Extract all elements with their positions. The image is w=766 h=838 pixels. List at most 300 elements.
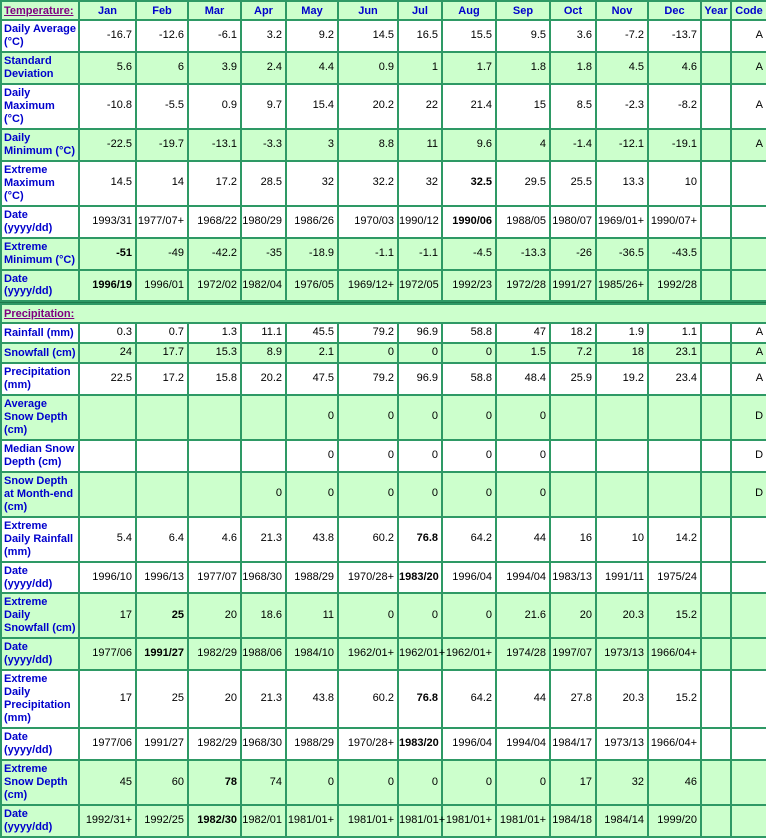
- precipitation-table: [0, 303, 766, 838]
- data-cell: 1991/27: [550, 270, 596, 302]
- table-row: [1, 395, 766, 440]
- data-cell: 22: [398, 84, 442, 129]
- code-cell: [731, 161, 766, 206]
- data-cell: 1.3: [188, 323, 241, 343]
- table-row: [1, 760, 766, 805]
- data-cell: 1977/06: [79, 638, 136, 670]
- data-cell: 11.1: [241, 323, 286, 343]
- data-cell: 0: [398, 343, 442, 363]
- data-cell: -12.1: [596, 129, 648, 161]
- data-cell: 17.2: [136, 363, 188, 395]
- data-cell: 48.4: [496, 363, 550, 395]
- data-cell: 1982/04: [241, 270, 286, 302]
- data-cell: 64.2: [442, 670, 496, 728]
- data-cell: 1993/31: [79, 206, 136, 238]
- code-cell: D: [731, 395, 766, 440]
- data-cell: 10: [596, 517, 648, 562]
- data-cell: 0.7: [136, 323, 188, 343]
- data-cell: [241, 440, 286, 472]
- year-cell: [701, 395, 731, 440]
- data-cell: 21.4: [442, 84, 496, 129]
- data-cell: 16.5: [398, 20, 442, 52]
- row-label: Daily Minimum (°C): [1, 129, 79, 161]
- data-cell: 1.1: [648, 323, 701, 343]
- data-cell: -8.2: [648, 84, 701, 129]
- data-cell: 1996/19: [79, 270, 136, 302]
- code-cell: A: [731, 84, 766, 129]
- data-cell: 1977/07+: [136, 206, 188, 238]
- data-cell: [550, 395, 596, 440]
- code-cell: A: [731, 363, 766, 395]
- data-cell: 0: [338, 440, 398, 472]
- row-label: Extreme Daily Rainfall (mm): [1, 517, 79, 562]
- data-cell: 45: [79, 760, 136, 805]
- data-cell: 1994/04: [496, 728, 550, 760]
- data-cell: 1977/07: [188, 562, 241, 594]
- data-cell: 5.6: [79, 52, 136, 84]
- data-cell: -18.9: [286, 238, 338, 270]
- data-cell: 1980/29: [241, 206, 286, 238]
- data-cell: -19.1: [648, 129, 701, 161]
- row-label: Extreme Maximum (°C): [1, 161, 79, 206]
- row-label: Rainfall (mm): [1, 323, 79, 343]
- data-cell: 25.9: [550, 363, 596, 395]
- data-cell: 14.5: [338, 20, 398, 52]
- row-label: Date (yyyy/dd): [1, 728, 79, 760]
- year-cell: [701, 238, 731, 270]
- table-row: [1, 805, 766, 837]
- data-cell: -35: [241, 238, 286, 270]
- code-cell: [731, 593, 766, 638]
- year-cell: [701, 728, 731, 760]
- table-row: [1, 593, 766, 638]
- data-cell: 20: [550, 593, 596, 638]
- table-row: [1, 84, 766, 129]
- row-label: Precipitation (mm): [1, 363, 79, 395]
- year-cell: [701, 440, 731, 472]
- data-cell: 1982/01: [241, 805, 286, 837]
- data-cell: 8.5: [550, 84, 596, 129]
- code-cell: D: [731, 440, 766, 472]
- data-cell: 1970/28+: [338, 562, 398, 594]
- data-cell: 6: [136, 52, 188, 84]
- data-cell: 4.6: [188, 517, 241, 562]
- data-cell: 18: [596, 343, 648, 363]
- data-cell: 6.4: [136, 517, 188, 562]
- data-cell: 1984/17: [550, 728, 596, 760]
- data-cell: 4.5: [596, 52, 648, 84]
- data-cell: 1988/29: [286, 728, 338, 760]
- code-cell: [731, 670, 766, 728]
- row-label: Extreme Minimum (°C): [1, 238, 79, 270]
- data-cell: [648, 395, 701, 440]
- table-row: [1, 270, 766, 302]
- data-cell: 3.9: [188, 52, 241, 84]
- data-cell: 15.5: [442, 20, 496, 52]
- data-cell: 25: [136, 593, 188, 638]
- data-cell: 1994/04: [496, 562, 550, 594]
- year-cell: [701, 593, 731, 638]
- data-cell: -4.5: [442, 238, 496, 270]
- code-cell: [731, 270, 766, 302]
- data-cell: 17.7: [136, 343, 188, 363]
- data-cell: 60.2: [338, 670, 398, 728]
- data-cell: 20.2: [338, 84, 398, 129]
- data-cell: 17: [550, 760, 596, 805]
- row-label: Daily Average (°C): [1, 20, 79, 52]
- data-cell: 11: [398, 129, 442, 161]
- data-cell: 0: [496, 395, 550, 440]
- data-cell: 17.2: [188, 161, 241, 206]
- year-cell: [701, 206, 731, 238]
- data-cell: 9.7: [241, 84, 286, 129]
- data-cell: 1980/07: [550, 206, 596, 238]
- year-cell: [701, 363, 731, 395]
- code-cell: [731, 638, 766, 670]
- data-cell: 0: [338, 760, 398, 805]
- year-cell: [701, 52, 731, 84]
- code-cell: A: [731, 52, 766, 84]
- row-label: Extreme Daily Precipitation (mm): [1, 670, 79, 728]
- data-cell: 1968/22: [188, 206, 241, 238]
- data-cell: -5.5: [136, 84, 188, 129]
- data-cell: 32: [398, 161, 442, 206]
- data-cell: [79, 395, 136, 440]
- code-cell: [731, 517, 766, 562]
- table-row: [1, 52, 766, 84]
- column-header-apr: Apr: [241, 1, 286, 20]
- row-label: Median Snow Depth (cm): [1, 440, 79, 472]
- data-cell: 1: [398, 52, 442, 84]
- data-cell: -10.8: [79, 84, 136, 129]
- data-cell: 28.5: [241, 161, 286, 206]
- data-cell: -7.2: [596, 20, 648, 52]
- row-label: Date (yyyy/dd): [1, 562, 79, 594]
- data-cell: [79, 440, 136, 472]
- data-cell: 24: [79, 343, 136, 363]
- data-cell: 1969/01+: [596, 206, 648, 238]
- data-cell: 1966/04+: [648, 728, 701, 760]
- data-cell: [241, 395, 286, 440]
- data-cell: -16.7: [79, 20, 136, 52]
- data-cell: 1.8: [496, 52, 550, 84]
- year-cell: [701, 161, 731, 206]
- data-cell: 1975/24: [648, 562, 701, 594]
- row-label: Date (yyyy/dd): [1, 638, 79, 670]
- data-cell: 1977/06: [79, 728, 136, 760]
- data-cell: [648, 440, 701, 472]
- code-cell: [731, 728, 766, 760]
- data-cell: 14.2: [648, 517, 701, 562]
- data-cell: 20.3: [596, 593, 648, 638]
- precipitation-section-link[interactable]: Precipitation:: [1, 304, 766, 323]
- data-cell: 0: [286, 472, 338, 517]
- data-cell: 0: [442, 395, 496, 440]
- data-cell: 21.3: [241, 517, 286, 562]
- data-cell: 1990/07+: [648, 206, 701, 238]
- data-cell: 64.2: [442, 517, 496, 562]
- data-cell: 18.6: [241, 593, 286, 638]
- data-cell: 0.9: [338, 52, 398, 84]
- data-cell: 1982/30: [188, 805, 241, 837]
- row-label: Daily Maximum (°C): [1, 84, 79, 129]
- row-label: Extreme Daily Snowfall (cm): [1, 593, 79, 638]
- data-cell: 79.2: [338, 363, 398, 395]
- data-cell: 1991/27: [136, 638, 188, 670]
- data-cell: -26: [550, 238, 596, 270]
- data-cell: [596, 440, 648, 472]
- column-header-nov: Nov: [596, 1, 648, 20]
- code-cell: A: [731, 20, 766, 52]
- data-cell: 25: [136, 670, 188, 728]
- data-cell: 1986/26: [286, 206, 338, 238]
- data-cell: 1988/05: [496, 206, 550, 238]
- data-cell: -42.2: [188, 238, 241, 270]
- data-cell: 1992/23: [442, 270, 496, 302]
- table-row: [1, 323, 766, 343]
- year-cell: [701, 323, 731, 343]
- column-header-jan: Jan: [79, 1, 136, 20]
- data-cell: -49: [136, 238, 188, 270]
- data-cell: -1.4: [550, 129, 596, 161]
- data-cell: 20.3: [596, 670, 648, 728]
- data-cell: 1968/30: [241, 562, 286, 594]
- temperature-table: [0, 0, 766, 302]
- data-cell: 0: [241, 472, 286, 517]
- data-cell: 4: [496, 129, 550, 161]
- data-cell: 0.3: [79, 323, 136, 343]
- data-cell: 1976/05: [286, 270, 338, 302]
- column-header-dec: Dec: [648, 1, 701, 20]
- data-cell: 20: [188, 670, 241, 728]
- data-cell: 1968/30: [241, 728, 286, 760]
- data-cell: 14.5: [79, 161, 136, 206]
- table-row: [1, 206, 766, 238]
- data-cell: 10: [648, 161, 701, 206]
- temperature-section-link[interactable]: Temperature:: [1, 1, 79, 20]
- data-cell: 1992/25: [136, 805, 188, 837]
- data-cell: 1988/29: [286, 562, 338, 594]
- data-cell: 1991/11: [596, 562, 648, 594]
- data-cell: 2.4: [241, 52, 286, 84]
- year-cell: [701, 20, 731, 52]
- data-cell: 0: [496, 472, 550, 517]
- data-cell: 1984/14: [596, 805, 648, 837]
- data-cell: 29.5: [496, 161, 550, 206]
- data-cell: 1984/10: [286, 638, 338, 670]
- data-cell: -1.1: [398, 238, 442, 270]
- year-cell: [701, 638, 731, 670]
- data-cell: 1962/01+: [442, 638, 496, 670]
- data-cell: 1969/12+: [338, 270, 398, 302]
- data-cell: 43.8: [286, 517, 338, 562]
- data-cell: 1972/05: [398, 270, 442, 302]
- data-cell: -51: [79, 238, 136, 270]
- data-cell: 1.5: [496, 343, 550, 363]
- data-cell: 0: [286, 760, 338, 805]
- data-cell: 21.3: [241, 670, 286, 728]
- data-cell: 15.8: [188, 363, 241, 395]
- column-header-year: Year: [701, 1, 731, 20]
- table-row: [1, 472, 766, 517]
- data-cell: 2.1: [286, 343, 338, 363]
- table-row: [1, 238, 766, 270]
- data-cell: 1996/04: [442, 562, 496, 594]
- data-cell: 76.8: [398, 517, 442, 562]
- data-cell: 1981/01+: [286, 805, 338, 837]
- data-cell: 1.9: [596, 323, 648, 343]
- data-cell: 27.8: [550, 670, 596, 728]
- data-cell: 1982/29: [188, 728, 241, 760]
- data-cell: 3: [286, 129, 338, 161]
- precipitation-header-row: [1, 304, 766, 323]
- row-label: Snowfall (cm): [1, 343, 79, 363]
- table-row: [1, 728, 766, 760]
- column-header-code: Code: [731, 1, 766, 20]
- row-label: Date (yyyy/dd): [1, 805, 79, 837]
- data-cell: 23.1: [648, 343, 701, 363]
- data-cell: 44: [496, 670, 550, 728]
- data-cell: 0: [398, 440, 442, 472]
- data-cell: 3.6: [550, 20, 596, 52]
- data-cell: 1983/20: [398, 562, 442, 594]
- data-cell: 1972/28: [496, 270, 550, 302]
- data-cell: 1992/31+: [79, 805, 136, 837]
- data-cell: 44: [496, 517, 550, 562]
- column-header-sep: Sep: [496, 1, 550, 20]
- year-cell: [701, 517, 731, 562]
- table-row: [1, 343, 766, 363]
- data-cell: 0: [442, 472, 496, 517]
- data-cell: -13.3: [496, 238, 550, 270]
- code-cell: D: [731, 472, 766, 517]
- code-cell: [731, 805, 766, 837]
- year-cell: [701, 343, 731, 363]
- code-cell: A: [731, 343, 766, 363]
- data-cell: 0: [338, 593, 398, 638]
- data-cell: 13.3: [596, 161, 648, 206]
- data-cell: 19.2: [596, 363, 648, 395]
- data-cell: 17: [79, 593, 136, 638]
- data-cell: 9.5: [496, 20, 550, 52]
- data-cell: 1970/03: [338, 206, 398, 238]
- data-cell: 96.9: [398, 363, 442, 395]
- data-cell: 1996/04: [442, 728, 496, 760]
- data-cell: 16: [550, 517, 596, 562]
- data-cell: 1985/26+: [596, 270, 648, 302]
- data-cell: 0: [338, 472, 398, 517]
- data-cell: [188, 440, 241, 472]
- code-cell: [731, 760, 766, 805]
- data-cell: 0: [442, 593, 496, 638]
- data-cell: 58.8: [442, 363, 496, 395]
- data-cell: 0.9: [188, 84, 241, 129]
- data-cell: [596, 472, 648, 517]
- row-label: Date (yyyy/dd): [1, 270, 79, 302]
- year-cell: [701, 270, 731, 302]
- table-row: [1, 670, 766, 728]
- data-cell: 32.5: [442, 161, 496, 206]
- data-cell: 32.2: [338, 161, 398, 206]
- data-cell: -13.7: [648, 20, 701, 52]
- data-cell: 15.2: [648, 593, 701, 638]
- column-header-oct: Oct: [550, 1, 596, 20]
- row-label: Extreme Snow Depth (cm): [1, 760, 79, 805]
- data-cell: 0: [398, 760, 442, 805]
- data-cell: 0: [496, 760, 550, 805]
- data-cell: 45.5: [286, 323, 338, 343]
- row-label: Date (yyyy/dd): [1, 206, 79, 238]
- data-cell: [550, 440, 596, 472]
- data-cell: 15.2: [648, 670, 701, 728]
- data-cell: 1972/02: [188, 270, 241, 302]
- data-cell: 1982/29: [188, 638, 241, 670]
- data-cell: 9.2: [286, 20, 338, 52]
- data-cell: 1970/28+: [338, 728, 398, 760]
- data-cell: 1974/28: [496, 638, 550, 670]
- data-cell: 78: [188, 760, 241, 805]
- data-cell: 15.3: [188, 343, 241, 363]
- data-cell: -13.1: [188, 129, 241, 161]
- data-cell: 1997/07: [550, 638, 596, 670]
- table-row: [1, 363, 766, 395]
- data-cell: 14: [136, 161, 188, 206]
- data-cell: 43.8: [286, 670, 338, 728]
- data-cell: 1996/10: [79, 562, 136, 594]
- data-cell: -6.1: [188, 20, 241, 52]
- data-cell: 17: [79, 670, 136, 728]
- data-cell: 1983/20: [398, 728, 442, 760]
- data-cell: 74: [241, 760, 286, 805]
- column-header-feb: Feb: [136, 1, 188, 20]
- data-cell: 58.8: [442, 323, 496, 343]
- code-cell: [731, 238, 766, 270]
- data-cell: 0: [286, 395, 338, 440]
- data-cell: 1981/01+: [442, 805, 496, 837]
- data-cell: 47.5: [286, 363, 338, 395]
- column-header-may: May: [286, 1, 338, 20]
- data-cell: [648, 472, 701, 517]
- data-cell: -2.3: [596, 84, 648, 129]
- code-cell: [731, 562, 766, 594]
- data-cell: 0: [398, 395, 442, 440]
- data-cell: 11: [286, 593, 338, 638]
- year-cell: [701, 670, 731, 728]
- data-cell: 8.9: [241, 343, 286, 363]
- data-cell: 0: [442, 440, 496, 472]
- data-cell: 25.5: [550, 161, 596, 206]
- data-cell: 1973/13: [596, 638, 648, 670]
- data-cell: 1991/27: [136, 728, 188, 760]
- data-cell: 1990/06: [442, 206, 496, 238]
- data-cell: [136, 472, 188, 517]
- data-cell: 4.4: [286, 52, 338, 84]
- data-cell: 8.8: [338, 129, 398, 161]
- data-cell: -12.6: [136, 20, 188, 52]
- code-cell: [731, 206, 766, 238]
- year-cell: [701, 129, 731, 161]
- data-cell: 0: [442, 760, 496, 805]
- data-cell: 0: [338, 395, 398, 440]
- year-cell: [701, 805, 731, 837]
- year-cell: [701, 760, 731, 805]
- data-cell: 1981/01+: [398, 805, 442, 837]
- data-cell: 1983/13: [550, 562, 596, 594]
- data-cell: [188, 472, 241, 517]
- data-cell: 1996/01: [136, 270, 188, 302]
- data-cell: 1988/06: [241, 638, 286, 670]
- data-cell: 1973/13: [596, 728, 648, 760]
